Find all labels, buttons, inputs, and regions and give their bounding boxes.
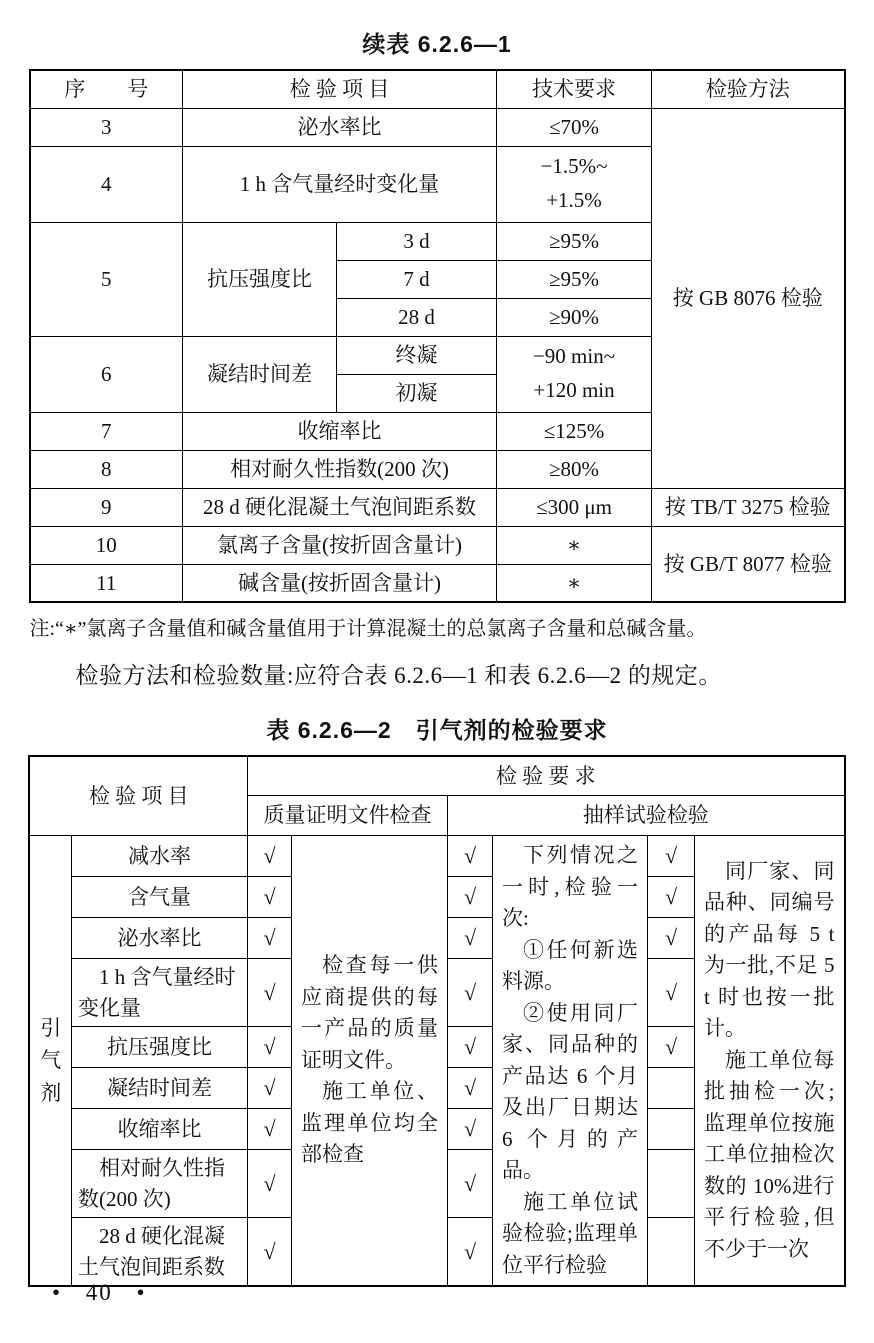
table2-title: 表 6.2.6—2 引气剂的检验要求 — [266, 716, 608, 743]
check-cell-batch: √ — [647, 836, 694, 877]
check-cell-doc: √ — [247, 836, 291, 877]
cell-no: 5 — [30, 222, 183, 336]
check-cell-doc: √ — [247, 1109, 291, 1150]
header-cell-method: 检验方法 — [652, 70, 845, 108]
cell-item: 泌水率比 — [183, 108, 497, 146]
item-cell: 抗压强度比 — [71, 1027, 247, 1068]
cell-item: 28 d 硬化混凝土气泡间距系数 — [183, 488, 497, 526]
cell-age: 3 d — [337, 222, 497, 260]
category-label: 引气剂 — [40, 1015, 62, 1105]
check-cell-sample: √ — [447, 1218, 492, 1286]
cell-age: 28 d — [337, 298, 497, 336]
sampling-batch-paragraph: 同厂家、同品种、同编号的产品每 5 t 为一批,不足 5 t 时也按一批计。 — [703, 858, 835, 1041]
cell-no: 6 — [30, 336, 183, 412]
cell-no: 4 — [30, 146, 183, 222]
header-cell-doc-check: 质量证明文件检查 — [247, 796, 447, 836]
cell-requirement: ∗ — [497, 526, 652, 564]
table1-note: 注:“∗”氯离子含量值和碱含量值用于计算混凝土的总氯离子含量和总碱含量。 — [29, 618, 707, 640]
cell-no: 7 — [30, 412, 183, 450]
cell-method-tbt3275: 按 TB/T 3275 检验 — [652, 488, 845, 526]
item-cell: 相对耐久性指数(200 次) — [71, 1150, 247, 1218]
cell-requirement: ≥80% — [497, 450, 652, 488]
cell-requirement: ≤125% — [497, 412, 652, 450]
body-paragraph: 检验方法和检验数量:应符合表 6.2.6—1 和表 6.2.6—2 的规定。 — [75, 663, 722, 688]
table1-title: 续表 6.2.6—1 — [362, 31, 512, 57]
check-cell-sample: √ — [447, 1109, 492, 1150]
cell-requirement: ≥90% — [497, 298, 652, 336]
check-cell-batch — [647, 1150, 694, 1218]
check-cell-doc: √ — [247, 877, 291, 918]
sampling-batch-text-cell — [694, 836, 844, 1287]
category-cell — [29, 836, 71, 1287]
cell-no: 3 — [30, 108, 183, 146]
check-cell-sample: √ — [447, 1150, 492, 1218]
sample-condition-paragraph: 下列情况之一时,检验一次: — [501, 843, 638, 930]
cell-requirement — [497, 336, 652, 412]
requirement-line-1: −1.5%~ — [540, 154, 608, 179]
table-row — [30, 488, 845, 526]
table1-header-row — [30, 70, 845, 108]
check-cell-doc: √ — [247, 918, 291, 959]
item-cell: 28 d 硬化混凝土气泡间距系数 — [71, 1218, 247, 1286]
cell-item: 碱含量(按折固含量计) — [183, 564, 497, 602]
requirement-line-1: −90 min~ — [532, 344, 616, 369]
doc-check-paragraph: 施工单位、监理单位均全部检查 — [300, 1079, 438, 1167]
check-cell-batch — [647, 1218, 694, 1286]
sample-condition-paragraph: ①任何新选料源。 — [501, 937, 638, 993]
sample-condition-text-cell — [492, 836, 647, 1287]
item-cell: 1 h 含气量经时变化量 — [71, 959, 247, 1027]
check-cell-doc: √ — [247, 1218, 291, 1286]
cell-no: 9 — [30, 488, 183, 526]
sample-condition-paragraph: 施工单位试验检验;监理单位平行检验 — [501, 1189, 638, 1277]
cell-setting-final: 终凝 — [337, 336, 497, 374]
cell-method-gb8076: 按 GB 8076 检验 — [652, 108, 845, 488]
check-cell-batch: √ — [647, 959, 694, 1027]
doc-check-paragraph: 检查每一供应商提供的每一产品的质量证明文件。 — [300, 953, 438, 1072]
check-cell-sample: √ — [447, 1068, 492, 1109]
cell-item: 抗压强度比 — [183, 222, 337, 336]
check-cell-doc: √ — [247, 1150, 291, 1218]
cell-item: 凝结时间差 — [183, 336, 337, 412]
item-cell: 减水率 — [71, 836, 247, 877]
check-cell-sample: √ — [447, 836, 492, 877]
table2-header-row-1 — [29, 756, 844, 796]
page-number: • 40 • — [52, 1280, 147, 1305]
cell-setting-initial: 初凝 — [337, 374, 497, 412]
sample-condition-paragraph: ②使用同厂家、同品种的产品达 6 个月及出厂日期达 6 个月的产品。 — [501, 1000, 638, 1182]
check-cell-batch: √ — [647, 918, 694, 959]
header-cell-item: 检 验 项 目 — [29, 756, 247, 836]
check-cell-batch — [647, 1068, 694, 1109]
check-cell-doc: √ — [247, 959, 291, 1027]
header-cell-sample-test: 抽样试验检验 — [447, 796, 844, 836]
header-cell-requirement: 检 验 要 求 — [247, 756, 844, 796]
check-cell-batch — [647, 1109, 694, 1150]
cell-requirement — [497, 146, 652, 222]
table1 — [29, 69, 846, 603]
item-cell: 含气量 — [71, 877, 247, 918]
cell-requirement: ≥95% — [497, 222, 652, 260]
check-cell-batch: √ — [647, 877, 694, 918]
cell-age: 7 d — [337, 260, 497, 298]
requirement-line-2: +1.5% — [546, 188, 602, 212]
check-cell-batch: √ — [647, 1027, 694, 1068]
check-cell-sample: √ — [447, 1027, 492, 1068]
table2 — [28, 755, 845, 1288]
header-cell-requirement: 技术要求 — [497, 70, 652, 108]
cell-item: 1 h 含气量经时变化量 — [183, 146, 497, 222]
requirement-line-2: +120 min — [533, 378, 615, 402]
item-cell: 凝结时间差 — [71, 1068, 247, 1109]
header-cell-item: 检 验 项 目 — [183, 70, 497, 108]
table-row — [30, 526, 845, 564]
sampling-batch-paragraph: 施工单位每批抽检一次;监理单位按施工单位抽检次数的 10%进行平行检验,但不少于一次 — [703, 1047, 835, 1261]
cell-no: 8 — [30, 450, 183, 488]
check-cell-sample: √ — [447, 877, 492, 918]
doc-check-text-cell — [291, 836, 447, 1287]
check-cell-doc: √ — [247, 1068, 291, 1109]
cell-item: 氯离子含量(按折固含量计) — [183, 526, 497, 564]
cell-no: 10 — [30, 526, 183, 564]
item-cell: 收缩率比 — [71, 1109, 247, 1150]
item-cell: 泌水率比 — [71, 918, 247, 959]
cell-requirement: ∗ — [497, 564, 652, 602]
cell-item: 收缩率比 — [183, 412, 497, 450]
check-cell-sample: √ — [447, 959, 492, 1027]
cell-requirement: ≤70% — [497, 108, 652, 146]
table-row — [29, 836, 844, 877]
header-cell-no: 序 号 — [30, 70, 183, 108]
check-cell-doc: √ — [247, 1027, 291, 1068]
check-cell-sample: √ — [447, 918, 492, 959]
table-row — [30, 108, 845, 146]
cell-requirement: ≤300 μm — [497, 488, 652, 526]
cell-item: 相对耐久性指数(200 次) — [183, 450, 497, 488]
cell-no: 11 — [30, 564, 183, 602]
cell-method-gbt8077: 按 GB/T 8077 检验 — [652, 526, 845, 602]
cell-requirement: ≥95% — [497, 260, 652, 298]
